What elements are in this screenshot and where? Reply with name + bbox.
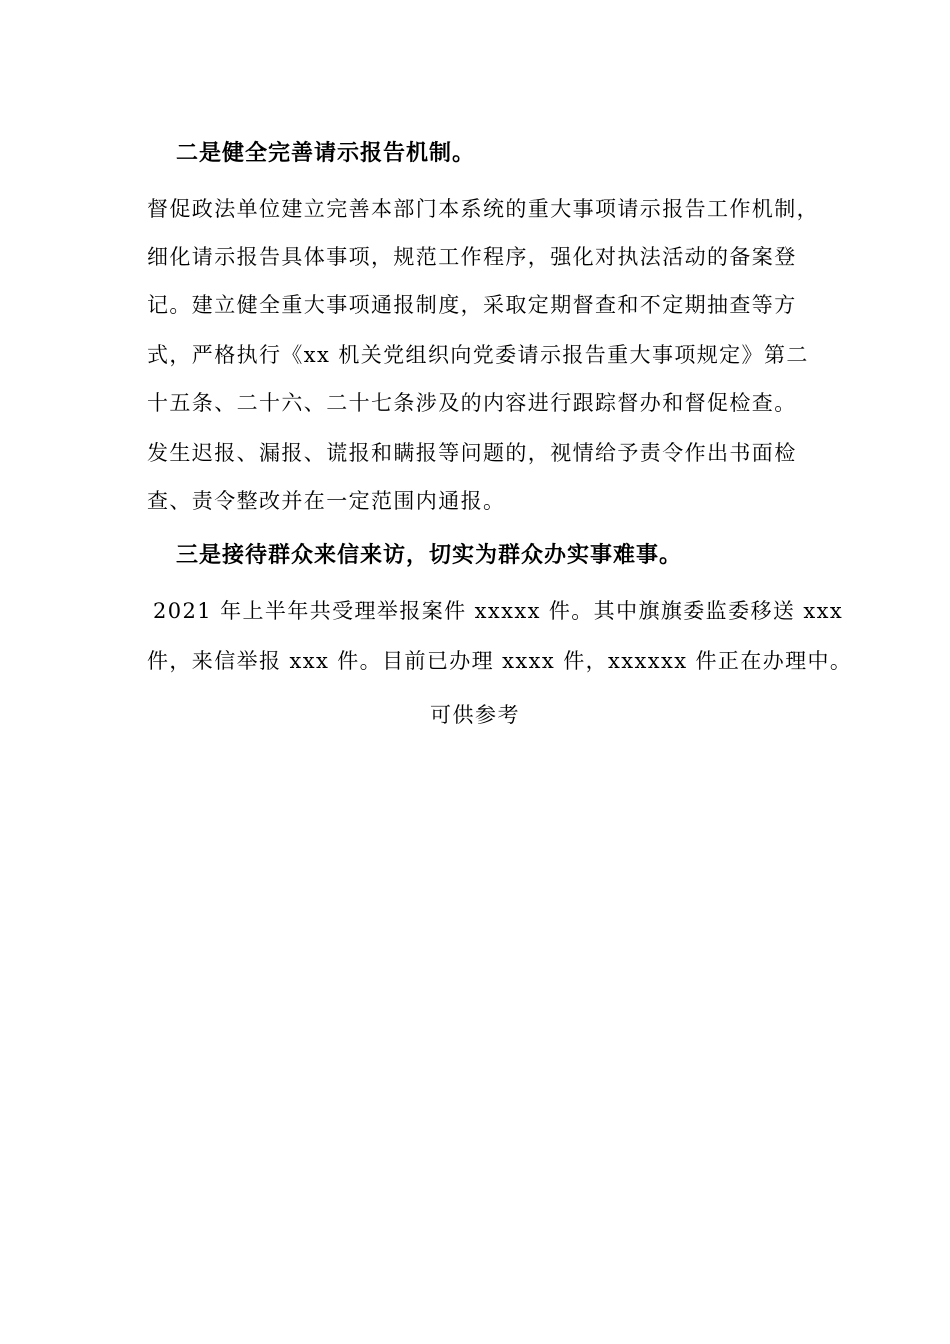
paragraph-line: 发生迟报、漏报、谎报和瞒报等问题的，视情给予责令作出书面检 <box>147 441 797 465</box>
section-heading-3: 三是接待群众来信来访，切实为群众办实事难事。 <box>176 542 683 568</box>
paragraph-line: 细化请示报告具体事项，规范工作程序，强化对执法活动的备案登 <box>147 245 797 269</box>
section-heading-2: 二是健全完善请示报告机制。 <box>176 140 476 166</box>
paragraph-line: 件，来信举报 xxx 件。目前已办理 xxxx 件，xxxxxx 件正在办理中。 <box>147 649 853 673</box>
paragraph-line: 十五条、二十六、二十七条涉及的内容进行跟踪督办和督促检查。 <box>147 391 797 415</box>
paragraph-line: 2021 年上半年共受理举报案件 xxxxx 件。其中旗旗委监委移送 xxx <box>153 599 844 623</box>
paragraph-line: 督促政法单位建立完善本部门本系统的重大事项请示报告工作机制， <box>147 197 819 221</box>
footer-note: 可供参考 <box>430 703 520 727</box>
paragraph-line: 查、责令整改并在一定范围内通报。 <box>147 489 506 513</box>
paragraph-line: 记。建立健全重大事项通报制度，采取定期督查和不定期抽查等方 <box>147 293 797 317</box>
paragraph-line: 式，严格执行《xx 机关党组织向党委请示报告重大事项规定》第二 <box>147 343 809 367</box>
